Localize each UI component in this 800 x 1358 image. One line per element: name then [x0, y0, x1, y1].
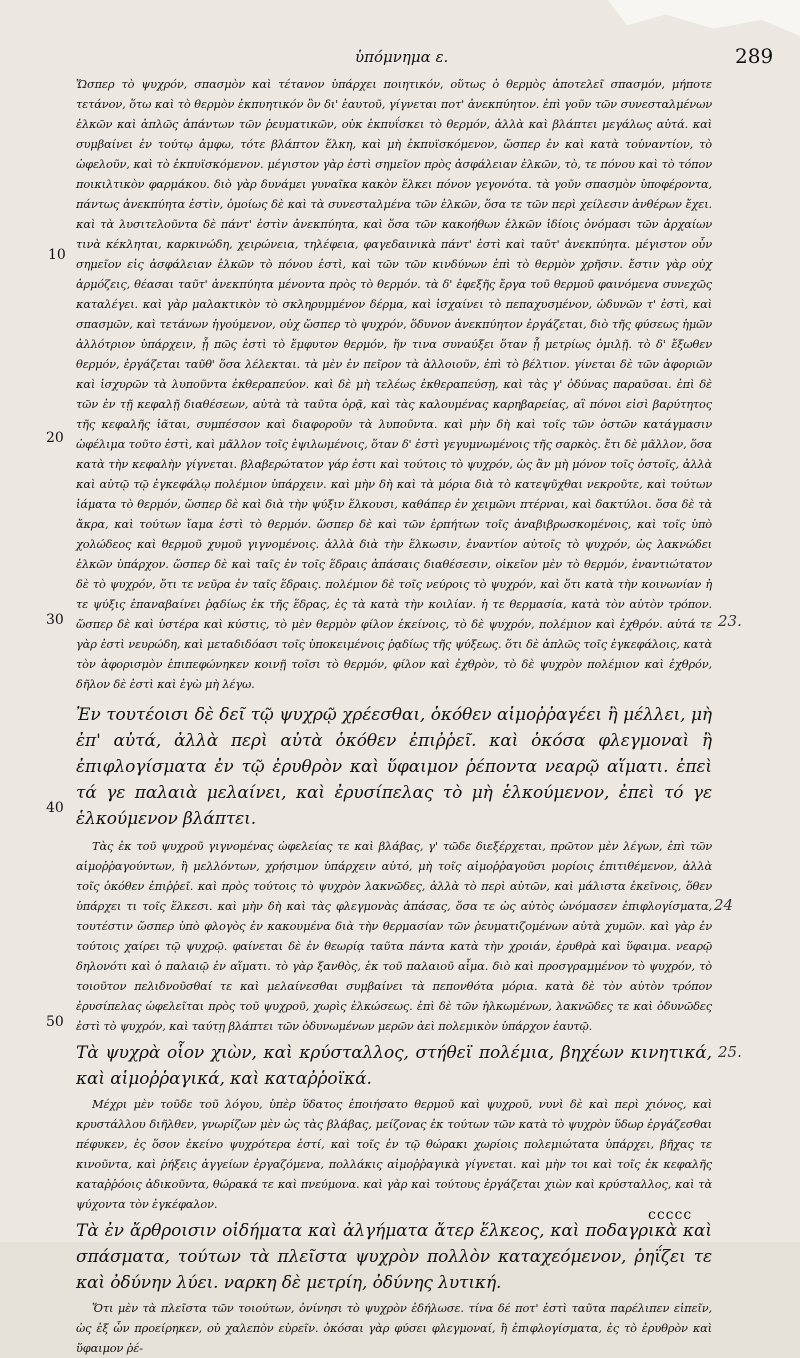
line-number: 40: [46, 800, 64, 816]
line-number: 20: [46, 430, 64, 446]
page-header: [0, 40, 800, 70]
line-number: 50: [46, 1014, 64, 1030]
aphorism-text: Τὰ ἐν ἄρθροισιν οἰδήματα καὶ ἀλγήματα ἄτερ ἕλκεος, καὶ ποδαγρικὰ καὶ σπάσματα, τούτων τὰ πλεῖστα ψυχρὸν πολλὸν καταχεόμενον, ῥηΐζει τε καὶ ὀδύνην λύει. ναρκη δὲ μετρίη, ὀδύνης λυτική.: [76, 1221, 712, 1293]
main-text: [76, 74, 712, 1358]
commentary-paragraph: Ὅτι μὲν τὰ πλεῖστα τῶν τοιούτων, ὀνίνησι τὸ ψυχρὸν ἐδήλωσε. τίνα δέ ποτ' ἐστὶ ταῦτα παρέλιπεν εἰπεῖν, ὡς ἐξ ὧν προείρηκεν, οὐ χαλεπὸν εὑρεῖν. ὁκόσαι γὰρ φύσει φλεγμοναί, ἢ ἐπιφλογίσματα, ἐς τὸ ἐρυθρὸν καὶ ὕφαιμον ῥέ-: [76, 1301, 712, 1355]
aphorism-text: Ἐν τουτέοισι δὲ δεῖ τῷ ψυχρῷ χρέεσθαι, ὁκόθεν αἱμοῤῥαγέει ἢ μέλλει, μὴ ἐπ' αὐτά, ἀλλὰ περὶ αὐτὰ ὁκόθεν ἐπιῤῥεῖ. καὶ ὁκόσα φλεγμοναὶ ἢ ἐπιφλογίσματα ἐν τῷ ἐρυθρὸν καὶ ὕφαιμον ῥέποντα νεαρῷ αἵματι. ἐπεὶ τά γε παλαιὰ μελαίνει, καὶ ἐρυσίπελας τὸ μὴ ἑλκούμενον, ἐπεὶ τό γε ἑλκούμενον βλάπτει.: [76, 705, 712, 829]
page-tear: [608, 0, 800, 36]
page-number: 289: [735, 44, 774, 68]
line-number: 30: [46, 612, 64, 628]
commentary-paragraph: Ὥσπερ τὸ ψυχρόν, σπασμὸν καὶ τέτανον ὑπάρχει ποιητικόν, οὕτως ὁ θερμὸς ἀποτελεῖ σπασμόν, μήποτε τετάνον, ὅτω καὶ τὸ θερμὸν ἐκπυητικόν ὂν δι' ἑαυτοῦ, γίγνεται ποτ' ἀνεκπύητον. ἐπὶ γοῦν τῶν συνεσταλμένων ἑλκῶν καὶ ἁπλῶς ἁπάντων τῶν ῥευματικῶν, οὐκ ἐκπυΐσκει τὸ θερμόν, ἀλλὰ καὶ βλάπτει μεγάλως αὐτά. καὶ συμβαίνει ἐν τούτῳ ἀμφω, τότε βλάπτον ἕλκη, καὶ μὴ ἐκπυϊσκόμενον, ὥσπερ ἐν καὶ κατὰ τοὐναντίον, τὸ ὠφελοῦν, καὶ τὸ ἐκπυϊσκόμενον. μέγιστον γὰρ ἐστὶ σημεῖον πρὸς ἀσφάλειαν ἑλκῶν, τὸ, τε πόνου καὶ τὸ τόπον ποικιλτικὸν φαρμάκου. διὸ γὰρ δυνάμει γυναῖκα κακὸν ἕλκει πόνον γεγονότα. τὰ γοῦν σπασμὸν ὑποφέροντα, πάντως ἀνεκπύητα ἐστὶν, ὁμοίως δὲ καὶ τὰ συνεσταλμένα τῶν ἑλκῶν, ὅσα τε τῶν περὶ χείλεσιν ἀνθέρων ἔχει. καὶ τὰ λυσιτελοῦντα δὲ πάντ' ἐστὶν ἀνεκπύητα, καὶ ὅσα τῶν κακοήθων ἑλκῶν ἰδίοις ὀνόμασι τῶν ἀρχαίων τινὰ κέκληται, καρκινώδη, χειρώνεια, τηλέφεια, φαγεδαινικὰ πάντ' ἐστὶ καὶ ταῦτ' ἀνεκπύητα. μέγιστον οὖν σημεῖον εἰς ἀσφάλειαν ἑλκῶν τὸ πόνου ἐστὶ, καὶ τῶν τῶν κινδύνων ἐπὶ τὸ θερμὸν χρῆσιν. ἔστιν γὰρ οὐχ ἁρμόζεις, θέασαι ταῦτ' ἀνεκπύητα μένοντα πρὸς τὸ θερμόν. τὰ δ' ἐφεξῆς ἔργα τοῦ θερμοῦ φαινόμενα συνεχῶς καταλέγει. καὶ γὰρ μαλακτικὸν τὸ σκληρυμμένον δέρμα, καὶ ἰσχαίνει τὸ πεπαχυσμένον, ὠδυνῶν τ' ἐστὶ, καὶ σπασμῶν, καὶ τετάνων ἡγούμενον, οὐχ ὥσπερ τὸ ψυχρόν, ὅδυνον ἀνεκπύητον ἐργάζεται, διὸ τῆς φύσεως ἡμῶν ἀλλότριον ὑπάρχειν, ᾗ πῶς ἐστὶ τὸ ἔμφυτον θερμόν, ἥν τινα συναύξει ὅταν ᾖ μετρίως ὁμιλῇ. τὸ δ' ἔξωθεν θερμόν, ἐργάζεται ταῦθ' ὅσα λέλεκται. τὰ μὲν ἐν πεῖρον τὰ ἀλλοιοῦν, ἐπὶ τὸ βέλτιον. γίνεται δὲ τῶν ἀφοριῶν καὶ ἰσχυρῶν τὰ λυποῦντα ἐκθεραπεύον. καὶ δὲ μὴ τελέως ἐκθεραπεύσῃ, καὶ τὰς γ' ὀδύνας παραῦσαι. ἐπὶ δὲ τῶν ἐν τῇ κεφαλῇ διαθέσεων, αὐτὰ τὰ ταῦτα ὁρᾷ, καὶ τὰς καλουμένας καρηβαρείας, αἳ πόνοι εἰσὶ βαρύτητος τῆς κεφαλῆς ἰᾶται, συμπέσσον καὶ διαφοροῦν τὰ λυποῦντα. καὶ μὴν δὴ καὶ τοῖς τῶν ὀστῶν κατάγμασιν ὠφέλιμα τοῦτο ἐστὶ, καὶ μᾶλλον τοῖς ἐψιλωμένοις, ὅταν δ' ἐστὶ γεγυμνωμένοις τῆς σαρκὸς. ἔτι δὲ μᾶλλον, ὅσα κατὰ τὴν κεφαλὴν γίγνεται. βλαβερώτατον γάρ ἐστι καὶ τούτοις τὸ ψυχρόν, ὡς ἂν μὴ μόνον τοῖς ὀστοῖς, ἀλλὰ καὶ αὐτῷ τῷ ἐγκεφάλῳ πολέμιον ὑπάρχειν. καὶ μὴν δὴ καὶ τὰ μόρια διὰ τὸ κατεψῦχθαι νεκροῦτε, καὶ τούτων ἰάματα τὸ θερμόν, ὥσπερ δὲ καὶ διὰ τὴν ψύξιν ἕλκουσι, καθάπερ ἐν χειμῶνι πτέρναι, καὶ δακτύλοι. ὅσα δὲ τὰ ἄκρα, καὶ τούτων ἴαμα ἐστὶ τὸ θερμόν. ὥσπερ δὲ καὶ τῶν ἐρπήτων τοῖς ἀναβιβρωσκομένοις, καὶ τοῖς ὑπὸ χολώδεος καὶ θερμοῦ χυμοῦ γιγνομένοις. ἀλλὰ διὰ τὴν ἕλκωσιν, ἐναντίον αὐτοῖς τὸ ψυχρόν, ὡς λακνώδει ἑλκῶν ὑπάρχον. ὥσπερ δὲ καὶ ταῖς ἐν τοῖς ἕδραις ἁπάσαις διαθέσεσιν, οἰκεῖον μὲν τὸ θερμόν, ἐναντιώτατον δὲ τὸ ψυχρόν, ὅτι τε νεῦρα ἐν ταῖς ἕδραις. πολέμιον δὲ τοῖς νεύροις τὸ ψυχρόν, καὶ ὅτι κατὰ τὴν κοινωνίαν ἡ τε ψύξις ἐπαναβαίνει ῥᾳδίως ἐκ τῆς ἕδρας, ἐς τὰ κατὰ τὴν κοιλίαν. ἡ τε θερμασία, κατὰ τὸν αὐτὸν τρόπον. ὥσπερ δὲ καὶ ὑστέρα καὶ κύστις, τὸ μὲν θερμὸν φίλον ἐκείνοις, τὸ δὲ ψυχρόν, πολέμιον καὶ ἐχθρόν. αὐτά τε γὰρ ἐστὶ νευρώδη, καὶ μεταδιδόασι τοῖς ὑποκειμένοις ῥᾳδίως τῆς ψύξεως. ὅτι δὲ ἁπλῶς τοῖς ἐγκεφάλοις, κατὰ τὸν ἀφορισμὸν ἐπιπεφώνηκεν κοινῇ τοῖσι τὸ θερμόν, φίλον καὶ ἐχθρὸν, τὸ δὲ ψυχρὸν πολέμιον καὶ ἐχθρόν, δῆλον δὲ ἐστὶ καὶ ἐγὼ μὴ λέγω.: [76, 77, 712, 691]
marginal-number: 24: [714, 896, 734, 914]
catchword: ccccc: [648, 1207, 693, 1223]
marginal-number: 25.: [718, 1043, 742, 1061]
commentary-paragraph: Τὰς ἐκ τοῦ ψυχροῦ γιγνομένας ὠφελείας τε καὶ βλάβας, γ' τῶδε διεξέρχεται, πρῶτον μὲν λέγων, ἐπὶ τῶν αἱμοῤῥαγούντων, ἢ μελλόντων, χρήσιμον ὑπάρχειν αὐτό, μὴ τοῖς αἱμοῤῥαγοῦσι μορίοις ἐπιτιθέμενον, ἀλλὰ τοῖς ὁκόθεν ἐπιῤῥεῖ. καὶ πρὸς τούτοις τὸ ψυχρὸν λακνῶδες, ἀλλὰ τὸ περὶ αὐτῶν, καὶ μάλιστα ἐκεῖνοις, ὅθεν ὑπάρχει τι τοῖς ἕλκεσι. καὶ μὴν δὴ καὶ τὰς φλεγμονὰς ἁπάσας, ὅσα τε ὡς αὐτὸς ὠνόμασεν ἐπιφλογίσματα, τουτέστιν ὥσπερ ὑπὸ φλογὸς ἐν κακουμένα διὰ τὴν θερμασίαν τῶν ῥευματιζομένων αὐτὰ χυμῶν. καὶ γὰρ ἐν τούτοις χαίρει τῷ ψυχρῷ. φαίνεται δὲ ἐν θεωρίᾳ ταῦτα πάντα κατὰ τὴν χροιάν, ἐρυθρὰ καὶ ὕφαιμα. νεαρῷ δηλονότι καὶ ὁ παλαιῷ ἐν αἵματι. τὸ γὰρ ξανθὸς, ἐκ τοῦ παλαιοῦ αἷμα. διὸ καὶ προσγραμμένον τὸ ψυχρόν, τὸ τοιοῦτον πελιδνοῦσθαί τε καὶ μελαίνεσθαι συμβαίνει τὰ πεπονθότα μόρια. κατὰ δὲ τὸν αὐτὸν τρόπον ἐρυσίπελας ὠφελεῖται πρὸς τοῦ ψυχροῦ, χωρὶς ἑλκώσεως. ἐπὶ δὲ τῶν ἡλκωμένων, λακνῶδες τε καὶ ὀδυνῶδες ἐστὶ τὸ ψυχρόν, καὶ ταύτῃ βλάπτει τῶν ὀδυνωμένων μερῶν ἀεὶ πολεμικὸν ὑπάρχον ἑαυτῷ.: [76, 839, 712, 1033]
marginal-number: 23.: [718, 612, 742, 630]
aphorism-text: Τὰ ψυχρὰ οἷον χιὼν, καὶ κρύσταλλος, στήθεϊ πολέμια, βηχέων κινητικά, καὶ αἱμοῤῥαγικά, καὶ καταῤῥοϊκά.: [76, 1043, 712, 1089]
running-head: ὑπόμνημα ε.: [355, 48, 449, 66]
line-number: 10: [48, 247, 66, 263]
commentary-paragraph: Μέχρι μὲν τοῦδε τοῦ λόγου, ὑπὲρ ὕδατος ἐποιήσατο θερμοῦ καὶ ψυχροῦ, νυνὶ δὲ καὶ περὶ χιόνος, καὶ κρυστάλλου διῆλθεν, γνωρίζων μὲν ὡς τὰς βλάβας, μείζονας ἐκ τούτων τῶν κατὰ τὸ ψυχρὸν ὕδωρ ἐργάζεσθαι πέφυκεν, ἐς ὅσον ἐκείνο ψυχρότερα ἐστί, καὶ τοῖς ἐν τῷ θώρακι χωρίοις πολεμιώτατα ὑπάρχει, βῆχας τε κινοῦντα, καὶ ῥήξεις ἀγγείων ἐργαζόμενα, πολλάκις αἱμοῤῥαγικὰ γίγνεται. καὶ μὴν τοι καὶ τοῖς ἐκ κεφαλῆς καταῤῥόοις ἀδικοῦντα, θώρακά τε καὶ πνεύμονα. καὶ γὰρ καὶ τούτους ἐργάζεται χιὼν καὶ κρύσταλλος, καὶ τὰ ψύχοντα τὸν ἐγκέφαλον.: [76, 1097, 712, 1211]
